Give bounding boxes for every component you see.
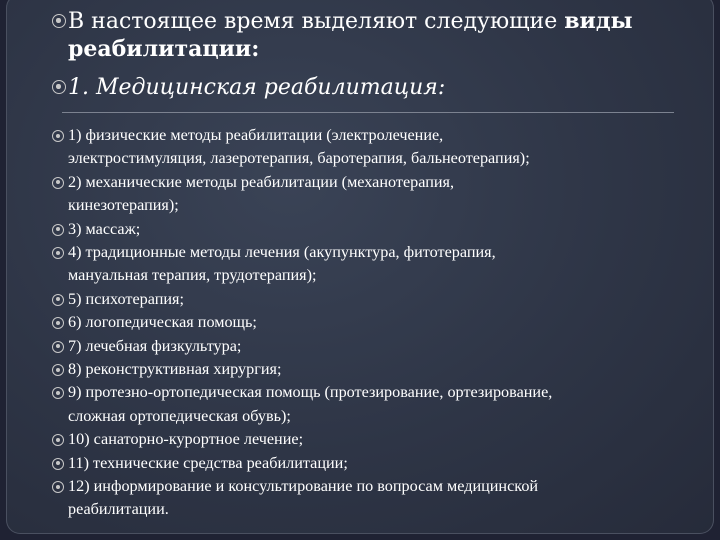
bullet-icon [52,481,64,493]
list-item-line: 7) лечебная физкультура; [68,336,242,355]
bullet-icon [52,14,66,28]
heading-text: В настоящее время выделяют следующие [68,9,565,34]
heading-colon: : [251,36,260,62]
heading-line-1 [68,9,633,34]
list-item-line: 2) механические методы реабилитации (механотерапия, [68,172,455,191]
list-item-line: 8) реконструктивная хирургия; [68,360,282,378]
bullet-icon [52,294,64,306]
list-item-line: 1) физические методы реабилитации (электролечение, [68,126,444,144]
list-item-line: мануальная терапия, трудотерапия); [68,266,317,285]
list-item-line: 3) массаж; [68,219,141,238]
bullet-icon [52,80,66,94]
list-item-line: 9) протезно-ортопедическая помощь (протезирование, ортезирование, [68,383,553,402]
list-item-line: 10) санаторно-курортное лечение; [68,430,304,449]
heading-line-2 [68,37,259,62]
subheading: 1. Медицинская реабилитация: [68,75,446,100]
bullet-icon [52,364,64,376]
list-item-line: 4) традиционные методы лечения (акупунктура, фитотерапия, [68,243,496,261]
list-item-line: 6) логопедическая помощь; [68,313,257,332]
bullet-icon [52,224,64,236]
list-item-line: сложная ортопедическая обувь); [68,406,291,425]
bullet-icon [52,130,64,142]
list-item-line: электростимуляция, лазеротерапия, баротерапия, бальнеотерапия); [68,149,530,168]
bullet-icon [52,458,64,470]
bullet-icon [52,247,64,259]
bullet-icon [52,341,64,353]
list-item-line: реабилитации. [68,500,169,519]
list-item-line: 5) психотерапия; [68,289,184,308]
heading-bold-text: виды [564,8,633,34]
heading-bold-text: реабилитации [68,36,252,62]
list-item-line: 12) информирование и консультирование по вопросам медицинской [68,477,539,495]
bullet-icon [52,177,64,189]
list-item-line: 11) технические средства реабилитации; [68,453,348,472]
list-item-line: кинезотерапия); [68,196,179,215]
divider-line [62,112,674,113]
